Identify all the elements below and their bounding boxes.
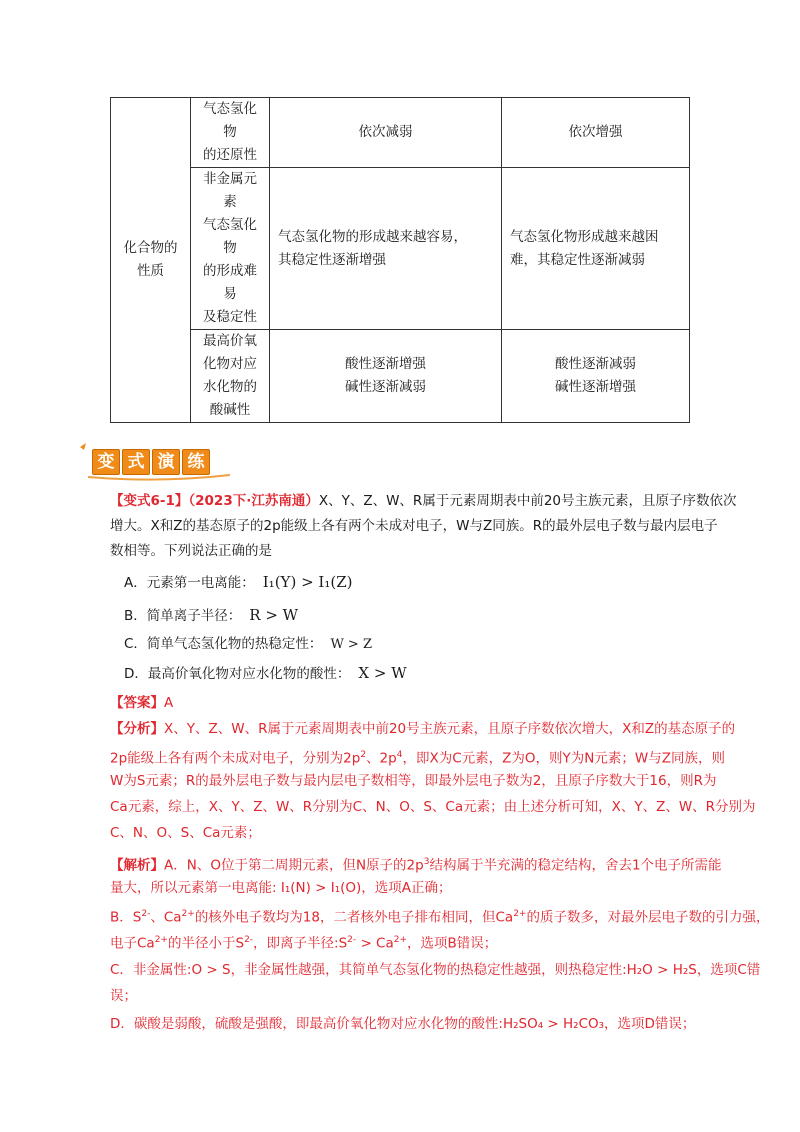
option-text: A．元素第一电离能： <box>124 575 255 591</box>
analysis-line <box>110 769 717 793</box>
banner-char: 式 <box>122 449 150 475</box>
row-label-line: 水化物的 <box>203 379 257 395</box>
cell-text: 其稳定性逐渐增强 <box>278 251 386 268</box>
solution-line <box>110 928 690 956</box>
row-label-line: 非金属元 <box>203 171 257 187</box>
analysis-text: C、N、O、S、Ca元素； <box>110 825 261 841</box>
question-line <box>110 514 718 538</box>
solution-text: ，即离子半径:S <box>253 935 348 952</box>
solution-line <box>110 850 722 878</box>
row-label-line: 易 <box>223 286 237 302</box>
analysis-tag: 【分析】 <box>110 721 164 737</box>
group-label-cell <box>111 98 191 423</box>
row-label-line: 最高价氧 <box>203 333 257 349</box>
question-source: （2023下·江苏南通） <box>188 493 319 509</box>
table-cell <box>502 330 690 423</box>
analysis-text: Ca元素，综上，X、Y、Z、W、R分别为C、N、O、S、Ca元素；由上述分析可知，X、Y、Z、W、R分别为 <box>110 799 756 815</box>
option-text: C．简单气态氢化物的热稳定性： <box>124 636 323 652</box>
option-math: R > W <box>249 606 299 624</box>
row-label-line: 及稳定性 <box>203 309 257 325</box>
solution-text: ，选项B错误； <box>407 935 498 952</box>
analysis-text: ，即X为C元素，Z为O，则Y为N元素；W与Z同族，则 <box>402 750 725 767</box>
question-text: 增大。X和Z的基态原子的2p能级上各有两个未成对电子，W与Z同族。R的最外层电子数与最内层电子 <box>110 518 718 534</box>
cell-text: 气态氢化物形成越来越困 <box>510 228 659 245</box>
solution-line <box>110 958 761 982</box>
row-label-line: 的还原性 <box>203 147 257 163</box>
analysis-line <box>110 821 690 845</box>
question-line <box>110 489 737 513</box>
analysis-text: X、Y、Z、W、R属于元素周期表中前20号主族元素，且原子序数依次增大，X和Z的基态原子的 <box>164 721 736 737</box>
option-math: X > W <box>358 664 407 682</box>
solution-text: 、Ca <box>150 909 182 926</box>
comparison-table <box>110 97 690 423</box>
solution-line <box>110 984 690 1008</box>
option-b <box>124 603 298 628</box>
solution-text: A．N、O位于第二周期元素，但N原子的2p <box>164 857 424 874</box>
solution-text: B．S <box>110 909 142 926</box>
table-cell <box>270 330 502 423</box>
cell-text: 碱性逐渐增强 <box>555 379 636 395</box>
option-a <box>124 570 352 595</box>
solution-line <box>110 1012 696 1036</box>
answer-value: A <box>164 695 174 711</box>
solution-text: 的核外电子数均为18，二者核外电子排布相同，但Ca <box>194 909 514 926</box>
table-row <box>111 330 690 423</box>
analysis-text: W为S元素；R的最外层电子数与最内层电子数相等，即最外层电子数为2，且原子序数大于16，则R为 <box>110 773 717 789</box>
banner-char: 演 <box>152 449 180 475</box>
analysis-line <box>110 795 756 819</box>
option-text: B．简单离子半径： <box>124 608 242 624</box>
table-cell <box>502 168 690 330</box>
superscript: 2- <box>141 909 151 919</box>
analysis-line <box>110 717 736 741</box>
row-label-line: 物 <box>223 240 237 256</box>
solution-text: 电子Ca <box>110 935 155 952</box>
cell-text: 依次增强 <box>568 124 623 140</box>
superscript: 2- <box>244 935 254 945</box>
solution-tag: 【解析】 <box>110 857 164 874</box>
row-label-line: 化物对应 <box>203 356 257 372</box>
solution-line <box>110 876 690 900</box>
option-math: I₁(Y) > I₁(Z) <box>262 573 353 591</box>
banner-char: 练 <box>182 449 210 475</box>
cell-text: 酸性逐渐增强 <box>345 356 426 372</box>
solution-text: 结构属于半充满的稳定结构，舍去1个电子所需能 <box>429 857 722 874</box>
superscript: 2 <box>360 750 367 760</box>
table-row <box>111 98 690 168</box>
row-label-line: 物 <box>223 124 237 140</box>
group-label-line: 化合物的 <box>123 240 178 256</box>
superscript: 2+ <box>513 909 527 919</box>
row-label-line: 气态氢化 <box>203 101 257 117</box>
row-label-cell <box>191 330 270 423</box>
row-label-cell <box>191 98 270 168</box>
analysis-text: 、2p <box>366 750 397 767</box>
row-label-line: 气态氢化 <box>203 217 257 233</box>
option-d <box>124 661 407 686</box>
solution-text: 误； <box>110 988 137 1004</box>
solution-text: C．非金属性:O > S，非金属性越强，其简单气态氢化物的热稳定性越强，则热稳定性:H₂O > H₂S，选项C错 <box>110 962 761 978</box>
option-text: D．最高价氧化物对应水化物的酸性： <box>124 666 351 682</box>
group-label-line: 性质 <box>137 263 164 279</box>
superscript: 2- <box>347 935 357 945</box>
question-text: 数相等。下列说法正确的是 <box>110 543 272 559</box>
cell-text: 依次减弱 <box>358 124 413 140</box>
banner-char: 变 <box>92 449 120 475</box>
solution-text: > Ca <box>356 935 394 952</box>
solution-line <box>110 902 770 930</box>
option-math: W > Z <box>330 637 372 652</box>
practice-banner <box>78 441 238 481</box>
cell-text: 碱性逐渐减弱 <box>345 379 426 395</box>
table-row <box>111 168 690 330</box>
cell-text: 酸性逐渐减弱 <box>555 356 636 372</box>
superscript: 3 <box>423 857 430 867</box>
analysis-text: 2p能级上各有两个未成对电子，分别为2p <box>110 750 361 767</box>
table-cell <box>270 98 502 168</box>
analysis-line <box>110 743 725 771</box>
row-label-line: 素 <box>223 194 237 210</box>
solution-text: 量大，所以元素第一电离能: I₁(N) > I₁(O)，选项A正确； <box>110 880 452 896</box>
row-label-line: 的形成难 <box>203 263 257 279</box>
answer-line <box>110 691 690 715</box>
superscript: 2+ <box>393 935 408 945</box>
question-line <box>110 539 690 563</box>
cell-text: 难，其稳定性逐渐减弱 <box>510 251 645 268</box>
question-tag: 【变式6-1】 <box>110 493 189 509</box>
solution-text: 的半径小于S <box>167 935 245 952</box>
table-cell <box>502 98 690 168</box>
option-c <box>124 632 372 657</box>
question-text: X、Y、Z、W、R属于元素周期表中前20号主族元素，且原子序数依次 <box>318 493 737 509</box>
superscript: 4 <box>396 750 403 760</box>
table-cell <box>270 168 502 330</box>
solution-text: 的质子数多，对最外层电子数的引力强， <box>526 909 770 926</box>
superscript: 2+ <box>154 935 168 945</box>
solution-text: D．碳酸是弱酸，硫酸是强酸，即最高价氧化物对应水化物的酸性:H₂SO₄ > H₂CO₃，选项D错误； <box>110 1016 696 1032</box>
cell-text: 气态氢化物的形成越来越容易， <box>278 228 467 245</box>
answer-tag: 【答案】 <box>110 695 164 711</box>
row-label-line: 酸碱性 <box>209 402 251 418</box>
row-label-cell <box>191 168 270 330</box>
superscript: 2+ <box>181 909 195 919</box>
